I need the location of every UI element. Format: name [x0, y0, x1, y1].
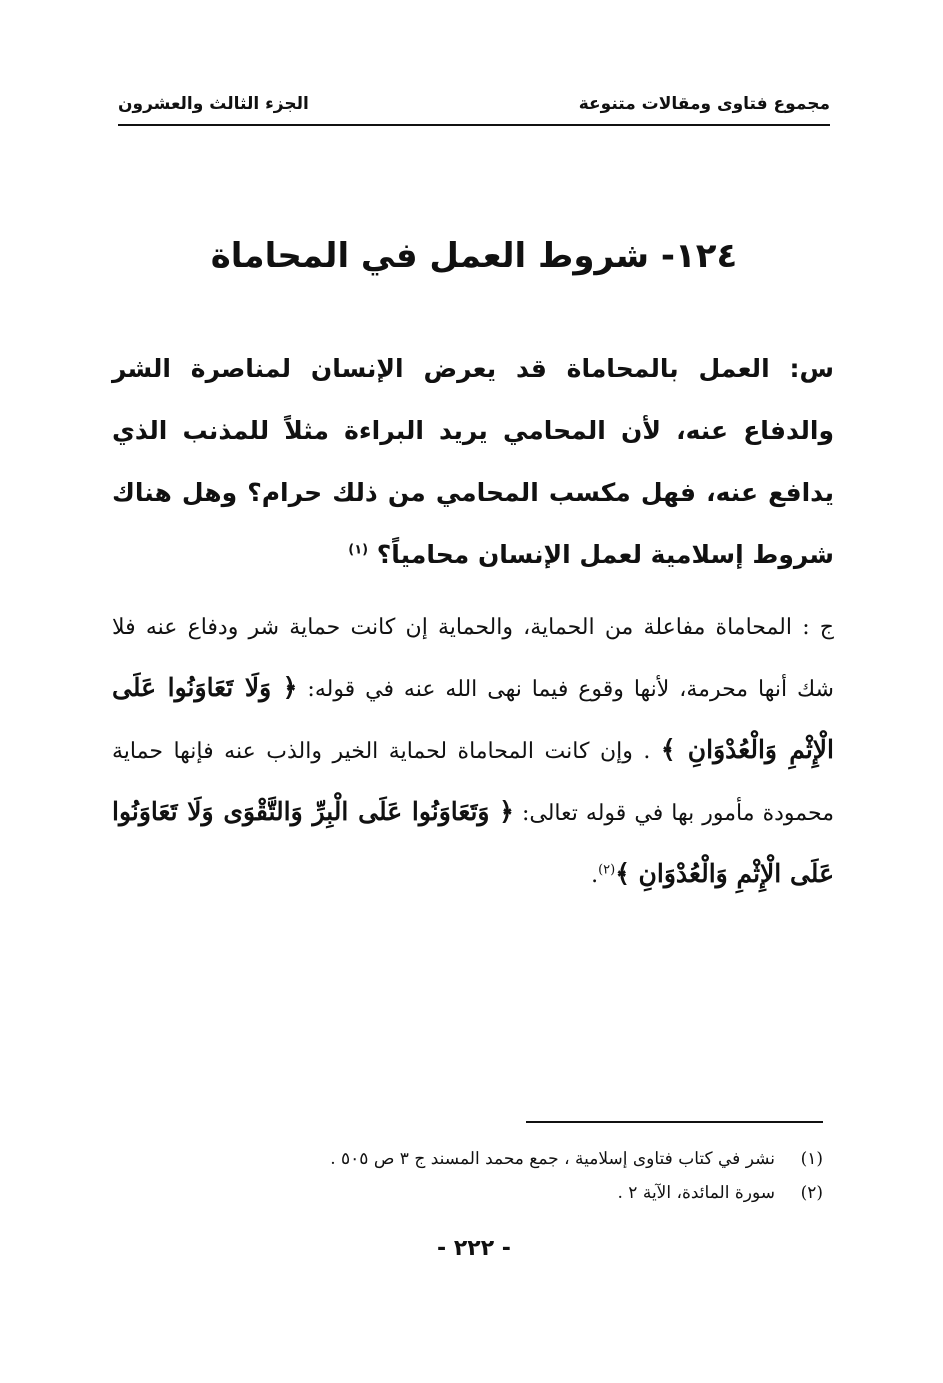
- footnote-ref-1: (١): [348, 542, 369, 558]
- question-text: س: العمل بالمحاماة قد يعرض الإنسان لمناصرة الشر والدفاع عنه، لأن المحامي يريد البراءة مثلاً للمذنب الذي يدافع عنه، فهل مكسب المحامي من ذلك حرام؟ وهل هناك شروط إسلامية لعمل الإنسان محامياً؟: [112, 354, 834, 569]
- footnote-text: نشر في كتاب فتاوى إسلامية ، جمع محمد المسند ج ٣ ص ٥٠٥ .: [330, 1149, 775, 1169]
- answer-text-2: . وإن كانت المحاماة لحماية الخير والذب عنه فإنها حماية محمودة مأمور بها في قوله تعالى:: [112, 739, 834, 826]
- footnote-2: [118, 1176, 823, 1210]
- page-number: - ٢٢٢ -: [437, 1236, 511, 1261]
- page-header: [118, 88, 830, 126]
- book-title: مجموع فتاوى ومقالات متنوعة: [578, 94, 830, 114]
- footnote-text: سورة المائدة، الآية ٢ .: [617, 1183, 775, 1203]
- footnotes: [118, 1142, 823, 1210]
- footnote-number: (٢): [800, 1183, 823, 1203]
- volume-label: الجزء الثالث والعشرون: [118, 94, 309, 114]
- question-paragraph: [112, 338, 834, 586]
- footnote-1: [118, 1142, 823, 1176]
- chapter-title: ١٢٤- شروط العمل في المحاماة: [210, 235, 738, 276]
- footnote-ref-2: (٢): [598, 862, 616, 878]
- answer-paragraph: [112, 598, 834, 906]
- quran-verse-1: ﴿ وَلَا تَعَاوَنُوا عَلَى الْإِثْمِ وَالْعُدْوَانِ ﴾: [112, 673, 834, 764]
- answer-end-punct: .: [591, 863, 599, 888]
- footnote-separator: [526, 1121, 823, 1123]
- footnote-number: (١): [800, 1149, 823, 1169]
- quran-verse-2: ﴿ وَتَعَاوَنُوا عَلَى الْبِرِّ وَالتَّقْوَى وَلَا تَعَاوَنُوا عَلَى الْإِثْمِ وَالْعُدْوَانِ ﴾: [112, 797, 834, 888]
- answer-text-1: ج : المحاماة مفاعلة من الحماية، والحماية إن كانت حماية شر ودفاع عنه فلا شك أنها محرمة، لأنها وقوع فيما نهى الله عنه في قوله:: [112, 615, 834, 702]
